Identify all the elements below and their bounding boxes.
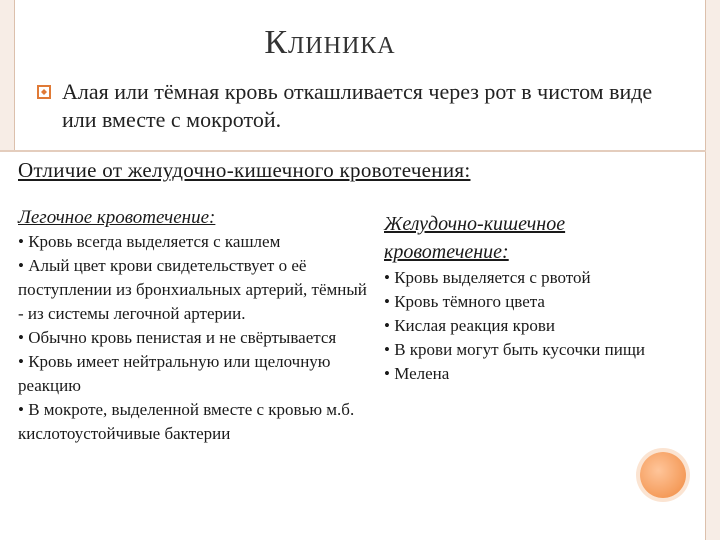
diamond-bullet-icon — [36, 84, 52, 100]
gastrointestinal-item: • Кислая реакция крови — [384, 316, 555, 335]
frame-right-strip — [705, 0, 720, 540]
pulmonary-item: • Обычно кровь пенистая и не свёртывается — [18, 328, 337, 347]
pulmonary-item: • Алый цвет крови свидетельствует о её поступлении из бронхиальных артерий, тёмный - из системы легочной артерии. — [18, 256, 367, 323]
gastrointestinal-heading: Желудочно-кишечное кровотечение: — [384, 213, 566, 263]
comparison-heading: Отличие от желудочно-кишечного кровотечения: — [18, 158, 471, 182]
gastrointestinal-item: • Мелена — [384, 364, 450, 383]
slide-title: Клиника — [264, 24, 396, 61]
intro-bullet-text: Алая или тёмная кровь откашливается через рот в чистом виде или вместе с мокротой. — [62, 79, 653, 132]
pulmonary-column — [18, 206, 368, 446]
gastrointestinal-item: • Кровь выделяется с рвотой — [384, 268, 591, 287]
pulmonary-heading: Легочное кровотечение: — [18, 207, 216, 228]
pulmonary-item: • В мокроте, выделенной вместе с кровью м.б. кислотоустойчивые бактерии — [18, 400, 355, 443]
gastrointestinal-column — [384, 210, 684, 386]
orange-circle-icon — [640, 452, 686, 498]
header-divider — [0, 150, 706, 152]
intro-bullet — [36, 78, 656, 134]
frame-left-strip — [0, 0, 15, 150]
gastrointestinal-item: • В крови могут быть кусочки пищи — [384, 340, 646, 359]
pulmonary-item: • Кровь всегда выделяется с кашлем — [18, 232, 281, 251]
gastrointestinal-item: • Кровь тёмного цвета — [384, 292, 545, 311]
pulmonary-item: • Кровь имеет нейтральную или щелочную реакцию — [18, 352, 331, 395]
